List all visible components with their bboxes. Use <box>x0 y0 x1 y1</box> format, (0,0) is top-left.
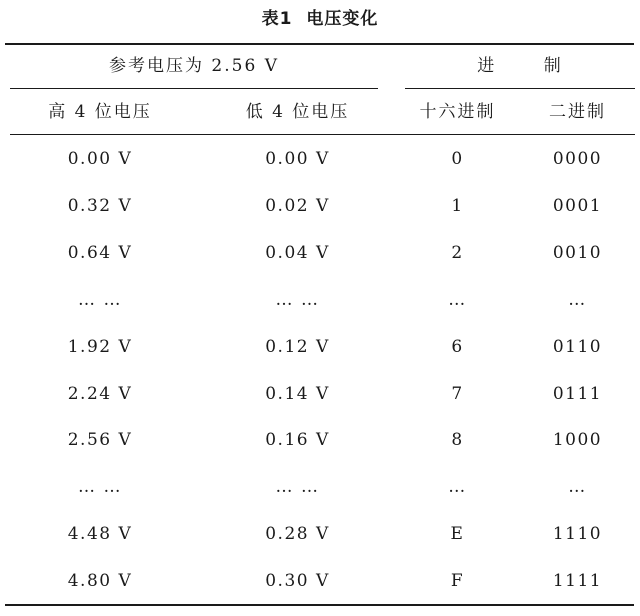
high-4-bit-voltage-cell: 0.32 V <box>67 196 133 216</box>
binary-cell: 1111 <box>552 571 603 591</box>
column-header-high-4-bit-voltage: 高 4 位电压 <box>48 102 152 122</box>
low-4-bit-voltage-cell: 0.02 V <box>265 196 330 216</box>
low-4-bit-voltage-cell: 0.00 V <box>265 149 330 169</box>
hexadecimal-cell: … <box>448 477 467 497</box>
low-4-bit-voltage-cell: … … <box>275 290 320 310</box>
binary-cell: 1110 <box>552 524 603 544</box>
bottom-rule <box>5 604 634 606</box>
high-4-bit-voltage-cell: 0.64 V <box>67 243 133 263</box>
binary-cell: 0000 <box>552 149 603 169</box>
header-group-rule-left <box>10 88 378 89</box>
low-4-bit-voltage-cell: … … <box>275 477 320 497</box>
table-caption <box>0 4 640 29</box>
low-4-bit-voltage-cell: 0.14 V <box>265 384 330 404</box>
hexadecimal-cell: 6 <box>451 337 464 357</box>
table-number: 表1 <box>261 9 293 29</box>
binary-cell: … <box>568 290 587 310</box>
high-4-bit-voltage-cell: … … <box>78 290 122 310</box>
low-4-bit-voltage-cell: 0.04 V <box>265 243 330 263</box>
high-4-bit-voltage-cell: 4.48 V <box>67 524 133 544</box>
hexadecimal-cell: 0 <box>451 149 464 169</box>
table-title: 电压变化 <box>306 9 379 29</box>
binary-cell: 0010 <box>552 243 603 263</box>
hexadecimal-cell: E <box>450 524 465 544</box>
low-4-bit-voltage-cell: 0.16 V <box>265 430 330 450</box>
high-4-bit-voltage-cell: … … <box>78 477 122 497</box>
binary-cell: 1000 <box>552 430 603 450</box>
low-4-bit-voltage-cell: 0.30 V <box>265 571 330 591</box>
binary-cell: 0111 <box>552 384 603 404</box>
hexadecimal-cell: 8 <box>451 430 464 450</box>
high-4-bit-voltage-cell: 0.00 V <box>67 149 133 169</box>
high-4-bit-voltage-cell: 2.24 V <box>67 384 133 404</box>
column-header-hexadecimal: 十六进制 <box>419 102 496 122</box>
header-group-rule-right <box>405 88 635 89</box>
top-rule <box>5 43 634 45</box>
high-4-bit-voltage-cell: 4.80 V <box>67 571 133 591</box>
hexadecimal-cell: 2 <box>451 243 464 263</box>
high-4-bit-voltage-cell: 1.92 V <box>67 337 133 357</box>
high-4-bit-voltage-cell: 2.56 V <box>67 430 133 450</box>
binary-cell: … <box>568 477 587 497</box>
header-bottom-rule <box>10 134 635 135</box>
hexadecimal-cell: F <box>450 571 465 591</box>
hexadecimal-cell: 1 <box>451 196 464 216</box>
binary-cell: 0001 <box>552 196 603 216</box>
hexadecimal-cell: … <box>448 290 467 310</box>
low-4-bit-voltage-cell: 0.28 V <box>265 524 330 544</box>
column-header-binary: 二进制 <box>549 102 606 122</box>
hexadecimal-cell: 7 <box>451 384 464 404</box>
low-4-bit-voltage-cell: 0.12 V <box>265 337 330 357</box>
binary-cell: 0110 <box>552 337 603 357</box>
header-group-reference-voltage: 参考电压为 2.56 V <box>109 56 279 76</box>
header-group-radix: 进 制 <box>477 56 563 76</box>
column-header-low-4-bit-voltage: 低 4 位电压 <box>245 102 350 122</box>
